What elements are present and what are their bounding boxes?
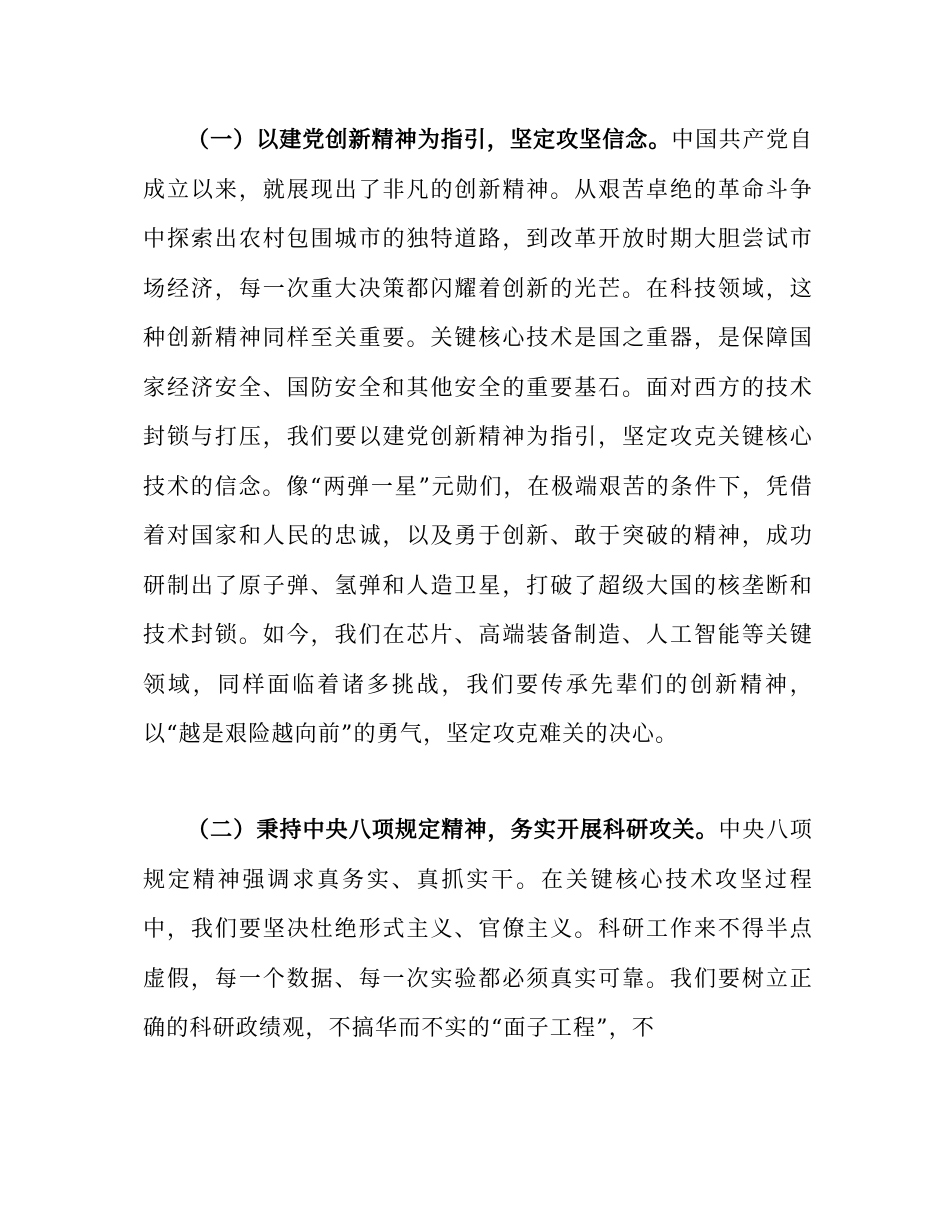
- section-2-paragraph: [143, 806, 813, 1054]
- section-2-body: 中央八项规定精神强调求真务实、真抓实干。在关键核心技术攻坚过程中，我们要坚决杜绝形式主义、官僚主义。科研工作来不得半点虚假，每一个数据、每一次实验都必须真实可靠。我们要树立正确的科研政绩观，不搞华而不实的“面子工程”，不: [143, 818, 813, 1041]
- section-1-paragraph: [143, 116, 813, 760]
- section-2-heading: （二）秉持中央八项规定精神，务实开展科研攻关。: [187, 818, 719, 843]
- section-1-heading: （一）以建党创新精神为指引，坚定攻坚信念。: [187, 128, 672, 153]
- section-1-body: 中国共产党自成立以来，就展现出了非凡的创新精神。从艰苦卓绝的革命斗争中探索出农村包围城市的独特道路，到改革开放时期大胆尝试市场经济，每一次重大决策都闪耀着创新的光芒。在科技领域，这种创新精神同样至关重要。关键核心技术是国之重器，是保障国家经济安全、国防安全和其他安全的重要基石。面对西方的技术封锁与打压，我们要以建党创新精神为指引，坚定攻克关键核心技术的信念。像“两弹一星”元勋们，在极端艰苦的条件下，凭借着对国家和人民的忠诚，以及勇于创新、敢于突破的精神，成功研制出了原子弹、氢弹和人造卫星，打破了超级大国的核垄断和技术封锁。如今，我们在芯片、高端装备制造、人工智能等关键领域，同样面临着诸多挑战，我们要传承先辈们的创新精神，以“越是艰险越向前”的勇气，坚定攻克难关的决心。: [143, 128, 813, 747]
